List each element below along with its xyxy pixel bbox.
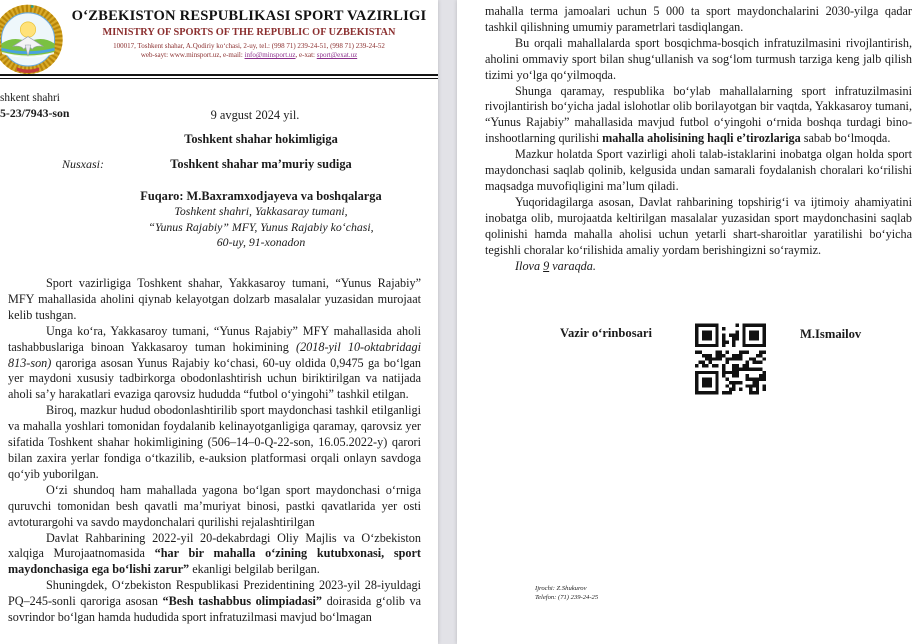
recipient-citizen: Fuqaro: M.Baxramxodjayeva va boshqalarga <box>140 189 382 203</box>
executor-phone: Telefon: (71) 239-24-25 <box>535 594 599 601</box>
letter-date: 9 avgust 2024 yil. <box>210 108 300 122</box>
contacts-prefix: web-sayt: www.minsport.uz, e-mail: <box>140 51 245 59</box>
citizen-address-line2: “Yunus Rajabiy” MFY, Yunus Rajabiy ko‘chasi, <box>148 219 374 234</box>
paragraph: Yuqoridagilarga asosan, Davlat rahbarining topshirig‘i va ijtimoiy ahamiyatini inobatga olib, murojaatda keltirilgan masalalar yuzasidan sport maydonchasini saqlab qolinishi hamda mahalla aholisi uchun yetarli shart-sharoitlar yaratilishi bo‘yicha tegishli choralar ko‘rilishida amaliy yordam berishingizni so‘raymiz. <box>485 194 912 257</box>
attachment-note: Ilova 9 varaqda. <box>515 258 596 273</box>
paragraph: Davlat Rahbarining 2022-yil 20-dekabrdagi Oliy Majlis va O‘zbekiston xalqiga Murojaatnomasida “har bir mahalla o‘zining kutubxonasi, sport maydonchasiga ega bo‘lishi zarur” ekanligi belgilab berilgan. <box>8 530 421 577</box>
paragraph: Mazkur holatda Sport vazirligi aholi talab-istaklarini inobatga olgan holda sport maydonchasi saqlab qolinib, kelgusida undan samarali foydalanish choralari ko‘rilishi maqsadga muvofiqligini ma’lum qiladi. <box>485 147 912 193</box>
ministry-name-uz: O‘ZBEKISTON RESPUBLIKASI SPORT VAZIRLIGI <box>71 8 427 24</box>
citizen-address-line3: 60-uy, 91-xonadon <box>216 235 306 250</box>
paragraph: O‘zi shundoq ham mahallada yagona bo‘lgan sport maydonchasi o‘rniga quruvchi tomonidan besh qavatli ma’muriyat binosi, pastki qavatlarida yer osti avtoturargohi va savdo maydonchalari qurilishi rejalashtirilgan <box>8 482 421 529</box>
letter-city: shkent shahri <box>0 92 60 104</box>
contacts-mid: , e-xat: <box>295 51 317 59</box>
citizen-address-line1: Toshkent shahri, Yakkasaray tumani, <box>174 204 348 218</box>
recipient-primary: Toshkent shahar hokimligiga <box>184 132 338 146</box>
qr-code <box>695 322 766 396</box>
executor-line: Ijrochi: Z.Shukurov <box>535 585 587 592</box>
letter-body-page1 <box>8 276 421 626</box>
email-link[interactable]: info@minsport.uz <box>244 51 296 59</box>
exat-link[interactable]: sport@exat.uz <box>316 51 358 59</box>
paragraph: Sport vazirligiga Toshkent shahar, Yakkasaroy tumani, “Yunus Rajabiy” MFY mahallasida aholini qiynab kelayotgan dolzarb masalalar yuzasidan murojaat kelib tushgan. <box>8 276 421 322</box>
ministry-address: 100017, Toshkent shahar, A.Qodiriy ko‘chasi, 2-uy, tel.: (998 71) 239-24-51, (998 71) 239-24-52 <box>113 42 385 50</box>
page-2 <box>457 0 920 644</box>
executor-footer <box>535 584 598 602</box>
page-1 <box>0 0 438 644</box>
signer-title: Vazir o‘rinbosari <box>560 326 653 340</box>
paragraph: mahalla terma jamoalari uchun 5 000 ta sport maydonchalarini 2030-yilga qadar tashkil qilishning umumiy parametrlari tasdiqlangan. <box>485 4 912 34</box>
paragraph: Shuningdek, O‘zbekiston Respublikasi Prezidentining 2023-yil 28-iyuldagi PQ–245-sonli qaroriga asosan “Besh tashabbus olimpiadasi” doirasida g‘olib va sovrindor bo‘lgan hamda hududida sport infratuzilmasi mavjud bo‘lmagan <box>8 578 421 625</box>
uzbekistan-emblem-icon <box>0 1 63 75</box>
copy-label: Nusxasi: <box>62 157 104 171</box>
letter-number: 5-23/7943-son <box>0 106 70 120</box>
paragraph: Unga ko‘ra, Yakkasaroy tumani, “Yunus Rajabiy” MFY mahallasida aholi tashabbuslariga binoan Yakkasaroy tuman hokimining (2018-yil 10-oktabridagi 813-son) qaroriga asosan Yunus Rajabiy ko‘chasi, 60-uy oldida 0,9475 ga bo‘lgan yer maydoni xususiy tadbirkorga obodonlashtirish uchun biriktirilgan va natijada aholi sa’y harakatlari evaziga qarovsiz hududda “futbol o‘yingohi” tashkil etilgan. <box>8 323 421 402</box>
header-divider-rule <box>0 74 438 79</box>
signer-name: M.Ismailov <box>800 327 862 341</box>
ministry-contacts <box>62 51 436 59</box>
recipients-block <box>62 132 430 251</box>
paragraph: Shunga qaramay, respublika bo‘ylab mahallalarning sport infratuzilmasini rivojlantirish bo‘yicha jadal islohotlar olib borilayotgan bir vaqtda, Yakkasaroy tumani, “Yunus Rajabiy” mahallasida mavjud futbol o‘yingohi o‘rnida boshqa turdagi bino-inshootlarning qurilishi mahalla aholisining haqli e’tirozlariga sabab bo‘lmoqda. <box>485 83 912 146</box>
recipient-copy: Toshkent shahar ma’muriy sudiga <box>170 157 352 171</box>
letter-body-page2 <box>485 4 912 274</box>
ministry-name-en: MINISTRY OF SPORTS OF THE REPUBLIC OF UZBEKISTAN <box>102 27 396 38</box>
paragraph: Biroq, mazkur hudud obodonlashtirilib sport maydonchasi tashkil etilganligi va mahalla yoshlari tomonidan foydalanib kelinayotganligiga qaramay, qarovsiz yer sifatida Toshkent shahar hokimligining (506–14–0-Q-22-son, 16.05.2022-y) qarori bilan zaxira yerlar fondiga o‘tkazilib, e-auksion platformasi orqali onlayn savdoga qo‘yib yuborilgan. <box>8 403 421 481</box>
paragraph: Bu orqali mahallalarda sport bosqichma-bosqich infratuzilmasini rivojlantirish, aholini ommaviy sport bilan shug‘ullanish va sog‘lom turmush tarziga keng jalb qilish tizimi yo‘lga qo‘yilmoqda. <box>485 35 912 82</box>
